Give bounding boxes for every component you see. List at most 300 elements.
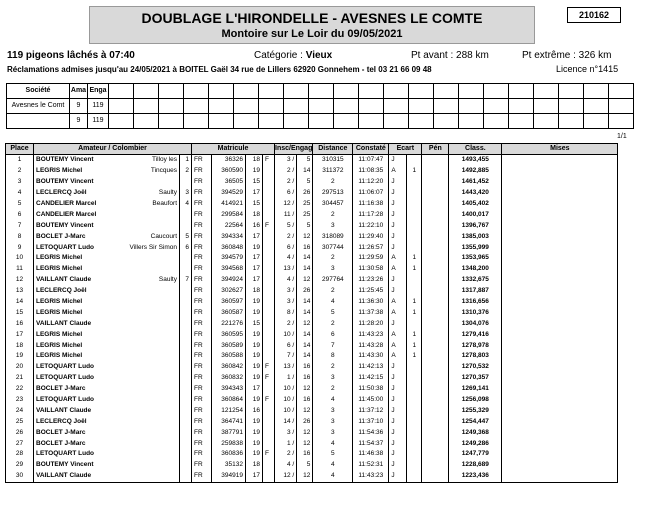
ecart-cell: J (389, 177, 407, 188)
class-cell: 1278,803 (449, 351, 502, 362)
amateur-cell (34, 384, 180, 395)
matricule-cell: 360590 (212, 166, 246, 177)
year-cell: 16 (246, 220, 263, 231)
owner-number-cell: 3 (180, 188, 192, 199)
empty-cell (259, 84, 284, 99)
table-row (6, 329, 618, 340)
sex-cell (263, 427, 275, 438)
class-col-header: Class. (449, 144, 502, 155)
pen-cell (422, 188, 449, 199)
class-cell: 1249,368 (449, 427, 502, 438)
insc-cell: 6 / (275, 340, 297, 351)
class-cell: 1256,098 (449, 395, 502, 406)
empty-cell (334, 84, 359, 99)
place-cell: 6 (6, 209, 34, 220)
table-row (6, 188, 618, 199)
ecart-num-cell (407, 199, 422, 210)
distance-cell: 4 (313, 297, 353, 308)
insc-cell: 2 / (275, 449, 297, 460)
sex-cell (263, 416, 275, 427)
insc-cell: 12 / (275, 199, 297, 210)
matricule-cell: 302627 (212, 286, 246, 297)
class-cell: 1304,076 (449, 318, 502, 329)
mises-cell (502, 384, 618, 395)
ecart-num-cell (407, 416, 422, 427)
table-row (6, 471, 618, 482)
amateur-name: LETOQUART Ludo (36, 396, 95, 404)
amateur-name: LEGRIS Michel (36, 352, 83, 360)
sex-cell (263, 199, 275, 210)
amateur-cell (34, 307, 180, 318)
ecart-num-cell: 1 (407, 340, 422, 351)
mises-cell (502, 471, 618, 482)
ecart-num-cell (407, 471, 422, 482)
table-row (6, 416, 618, 427)
sex-cell (263, 384, 275, 395)
ama-col-header: Ama (70, 84, 88, 99)
owner-number-cell (180, 449, 192, 460)
country-cell: FR (192, 362, 212, 373)
amateur-cell (34, 438, 180, 449)
colombier-city: Caucourt (150, 232, 177, 240)
table-row (6, 405, 618, 416)
place-col-header: Place (6, 144, 34, 155)
sex-cell: F (263, 362, 275, 373)
matricule-cell: 360832 (212, 373, 246, 384)
owner-number-cell: 2 (180, 166, 192, 177)
place-cell: 30 (6, 471, 34, 482)
sex-cell: F (263, 155, 275, 166)
societe-ama: 9 (70, 114, 88, 129)
matricule-cell: 387791 (212, 427, 246, 438)
constate-cell: 11:16:38 (353, 199, 389, 210)
distance-cell: 2 (313, 362, 353, 373)
constate-cell: 11:45:00 (353, 395, 389, 406)
pen-cell (422, 286, 449, 297)
matricule-cell: 36505 (212, 177, 246, 188)
colombier-city: Saulty (158, 189, 177, 197)
constate-cell: 11:36:30 (353, 297, 389, 308)
amateur-cell (34, 264, 180, 275)
country-cell: FR (192, 220, 212, 231)
country-cell: FR (192, 297, 212, 308)
country-cell: FR (192, 416, 212, 427)
empty-cell (209, 84, 234, 99)
engag-cell: 14 (297, 253, 313, 264)
amateur-cell (34, 318, 180, 329)
colombier-city: Beaufort (152, 200, 177, 207)
empty-cell (209, 99, 234, 114)
amateur-cell (34, 275, 180, 286)
year-cell: 17 (246, 384, 263, 395)
constate-cell: 11:52:31 (353, 460, 389, 471)
amateur-cell (34, 242, 180, 253)
place-cell: 27 (6, 438, 34, 449)
country-cell: FR (192, 384, 212, 395)
owner-number-cell (180, 438, 192, 449)
distance-cell: 7 (313, 340, 353, 351)
country-cell: FR (192, 209, 212, 220)
distance-cell: 310315 (313, 155, 353, 166)
empty-cell (284, 99, 309, 114)
table-row (6, 242, 618, 253)
insc-col-header: Insc/Engag (275, 144, 313, 155)
empty-cell (609, 99, 634, 114)
engag-cell: 12 (297, 471, 313, 482)
empty-cell (384, 84, 409, 99)
race-number: 210162 (567, 7, 621, 23)
ecart-num-cell (407, 155, 422, 166)
ecart-cell: J (389, 395, 407, 406)
mises-cell (502, 209, 618, 220)
constate-cell: 11:07:47 (353, 155, 389, 166)
distance-cell: 2 (313, 209, 353, 220)
pen-cell (422, 373, 449, 384)
ecart-num-cell: 1 (407, 264, 422, 275)
ecart-num-cell: 1 (407, 166, 422, 177)
owner-number-cell (180, 471, 192, 482)
pen-cell (422, 318, 449, 329)
class-cell: 1278,978 (449, 340, 502, 351)
amateur-name: LEGRIS Michel (36, 167, 83, 175)
distance-cell: 8 (313, 351, 353, 362)
ecart-num-cell (407, 231, 422, 242)
released-count: 119 pigeons lâchés à 07:40 (7, 50, 135, 61)
year-cell: 15 (246, 177, 263, 188)
class-cell: 1443,420 (449, 188, 502, 199)
place-cell: 7 (6, 220, 34, 231)
sex-cell (263, 275, 275, 286)
sex-cell (263, 405, 275, 416)
amateur-name: BOUTEMY Vincent (36, 221, 94, 229)
amateur-cell (34, 395, 180, 406)
insc-cell: 10 / (275, 405, 297, 416)
sex-cell (263, 297, 275, 308)
pen-cell (422, 275, 449, 286)
year-cell: 19 (246, 416, 263, 427)
constate-cell: 11:42:15 (353, 373, 389, 384)
engag-cell: 12 (297, 275, 313, 286)
matricule-cell: 360836 (212, 449, 246, 460)
constate-cell: 11:37:12 (353, 405, 389, 416)
table-row (6, 297, 618, 308)
engag-cell: 14 (297, 329, 313, 340)
pen-cell (422, 471, 449, 482)
country-cell: FR (192, 188, 212, 199)
country-cell: FR (192, 166, 212, 177)
empty-cell (434, 99, 459, 114)
empty-cell (234, 99, 259, 114)
class-cell: 1269,141 (449, 384, 502, 395)
insc-cell: 10 / (275, 395, 297, 406)
amateur-cell (34, 373, 180, 384)
class-cell: 1279,416 (449, 329, 502, 340)
owner-number-cell (180, 373, 192, 384)
empty-cell (134, 99, 159, 114)
table-row (6, 275, 618, 286)
insc-cell: 7 / (275, 351, 297, 362)
amateur-cell (34, 188, 180, 199)
insc-cell: 2 / (275, 166, 297, 177)
pen-cell (422, 253, 449, 264)
matricule-cell: 259838 (212, 438, 246, 449)
empty-cell (534, 84, 559, 99)
engag-cell: 16 (297, 449, 313, 460)
place-cell: 26 (6, 427, 34, 438)
ecart-num-cell (407, 384, 422, 395)
table-row (6, 438, 618, 449)
mises-cell (502, 449, 618, 460)
amateur-name: BOCLET J-Marc (36, 428, 86, 436)
sex-cell (263, 329, 275, 340)
pen-cell (422, 427, 449, 438)
place-cell: 4 (6, 188, 34, 199)
owner-number-cell (180, 395, 192, 406)
pen-cell (422, 155, 449, 166)
insc-cell: 11 / (275, 209, 297, 220)
mises-cell (502, 460, 618, 471)
distance-cell: 2 (313, 318, 353, 329)
empty-cell (609, 84, 634, 99)
pen-cell (422, 166, 449, 177)
year-cell: 17 (246, 253, 263, 264)
ecart-col-header: Ecart (389, 144, 422, 155)
results-body (6, 155, 618, 483)
matricule-cell: 394568 (212, 264, 246, 275)
ecart-num-cell (407, 318, 422, 329)
constate-cell: 11:12:20 (353, 177, 389, 188)
amateur-cell (34, 329, 180, 340)
table-row (6, 395, 618, 406)
distance-cell: 4 (313, 460, 353, 471)
distance-cell: 4 (313, 438, 353, 449)
amateur-cell (34, 231, 180, 242)
ecart-num-cell (407, 362, 422, 373)
matricule-cell: 414921 (212, 199, 246, 210)
mises-cell (502, 286, 618, 297)
sex-cell (263, 340, 275, 351)
matricule-cell: 394579 (212, 253, 246, 264)
empty-cell (609, 114, 634, 129)
distance-cell: 5 (313, 307, 353, 318)
pen-cell (422, 395, 449, 406)
category (254, 50, 332, 61)
mises-cell (502, 242, 618, 253)
mises-cell (502, 395, 618, 406)
distance-cell: 311372 (313, 166, 353, 177)
empty-cell (334, 114, 359, 129)
distance-cell: 2 (313, 177, 353, 188)
matricule-cell: 35132 (212, 460, 246, 471)
ecart-cell: J (389, 318, 407, 329)
ecart-num-cell (407, 373, 422, 384)
sex-cell (263, 264, 275, 275)
title-box (89, 6, 535, 44)
amateur-name: CANDELIER Marcel (36, 210, 97, 218)
empty-cell (459, 99, 484, 114)
class-cell: 1353,965 (449, 253, 502, 264)
societe-name (7, 114, 70, 129)
amateur-name: CANDELIER Marcel (36, 200, 97, 207)
owner-number-cell: 6 (180, 242, 192, 253)
mises-col-header: Mises (502, 144, 618, 155)
empty-cell (184, 99, 209, 114)
ecart-cell: J (389, 427, 407, 438)
place-cell: 11 (6, 264, 34, 275)
sex-cell (263, 286, 275, 297)
distance-cell: 2 (313, 384, 353, 395)
amateur-cell (34, 362, 180, 373)
empty-cell (484, 114, 509, 129)
distance-cell: 304457 (313, 199, 353, 210)
constate-cell: 11:29:40 (353, 231, 389, 242)
ecart-cell: A (389, 307, 407, 318)
class-cell: 1228,689 (449, 460, 502, 471)
pt-extreme: Pt extrême : 326 km (522, 50, 612, 61)
mises-cell (502, 264, 618, 275)
distance-col-header: Distance (313, 144, 353, 155)
empty-cell (184, 84, 209, 99)
engag-cell: 5 (297, 155, 313, 166)
engag-cell: 16 (297, 373, 313, 384)
country-cell: FR (192, 471, 212, 482)
ecart-cell: J (389, 231, 407, 242)
engag-cell: 25 (297, 199, 313, 210)
insc-cell: 13 / (275, 264, 297, 275)
engag-cell: 26 (297, 416, 313, 427)
results-header-row (6, 144, 618, 155)
owner-number-cell: 1 (180, 155, 192, 166)
year-cell: 15 (246, 318, 263, 329)
table-row (6, 231, 618, 242)
enga-col-header: Enga (88, 84, 109, 99)
class-cell: 1310,376 (449, 307, 502, 318)
empty-cell (309, 99, 334, 114)
place-cell: 14 (6, 297, 34, 308)
place-cell: 25 (6, 416, 34, 427)
pt-avant: Pt avant : 288 km (411, 50, 489, 61)
pen-cell (422, 405, 449, 416)
country-cell: FR (192, 286, 212, 297)
place-cell: 15 (6, 307, 34, 318)
empty-cell (559, 84, 584, 99)
table-row (6, 199, 618, 210)
race-subtitle: Montoire sur Le Loir du 09/05/2021 (221, 28, 403, 40)
constate-cell: 11:29:59 (353, 253, 389, 264)
pen-cell (422, 264, 449, 275)
societe-header-row (7, 84, 634, 99)
mises-cell (502, 438, 618, 449)
sex-cell (263, 177, 275, 188)
ecart-cell: J (389, 405, 407, 416)
place-cell: 19 (6, 351, 34, 362)
mises-cell (502, 340, 618, 351)
empty-cell (559, 99, 584, 114)
matricule-cell: 121254 (212, 405, 246, 416)
category-label: Catégorie : (254, 50, 303, 61)
empty-cell (159, 99, 184, 114)
owner-number-cell (180, 286, 192, 297)
engag-cell: 12 (297, 318, 313, 329)
year-cell: 17 (246, 231, 263, 242)
insc-cell: 3 / (275, 297, 297, 308)
empty-cell (234, 114, 259, 129)
insc-cell: 4 / (275, 460, 297, 471)
distance-cell: 3 (313, 264, 353, 275)
year-cell: 19 (246, 340, 263, 351)
amateur-cell (34, 427, 180, 438)
engag-cell: 14 (297, 297, 313, 308)
pen-cell (422, 307, 449, 318)
engag-cell: 5 (297, 220, 313, 231)
empty-cell (584, 114, 609, 129)
engag-cell: 5 (297, 177, 313, 188)
amateur-cell (34, 199, 180, 210)
place-cell: 22 (6, 384, 34, 395)
licence-number: Licence n°1415 (556, 64, 619, 74)
matricule-cell: 360848 (212, 242, 246, 253)
amateur-col-header: Amateur / Colombier (34, 144, 192, 155)
matricule-cell: 360595 (212, 329, 246, 340)
insc-cell: 10 / (275, 329, 297, 340)
ecart-cell: J (389, 373, 407, 384)
empty-cell (184, 114, 209, 129)
class-cell: 1405,402 (449, 199, 502, 210)
ecart-num-cell: 1 (407, 329, 422, 340)
sex-cell (263, 318, 275, 329)
insc-cell: 12 / (275, 471, 297, 482)
amateur-name: LEGRIS Michel (36, 265, 83, 273)
mises-cell (502, 373, 618, 384)
societe-enga: 119 (88, 114, 109, 129)
empty-cell (259, 114, 284, 129)
owner-number-cell (180, 209, 192, 220)
sex-cell (263, 166, 275, 177)
societe-ama: 9 (70, 99, 88, 114)
empty-cell (559, 114, 584, 129)
empty-cell (109, 84, 134, 99)
constate-cell: 11:28:20 (353, 318, 389, 329)
ecart-cell: J (389, 155, 407, 166)
insc-cell: 8 / (275, 307, 297, 318)
place-cell: 2 (6, 166, 34, 177)
sex-cell (263, 231, 275, 242)
engag-cell: 16 (297, 242, 313, 253)
matricule-cell: 360597 (212, 297, 246, 308)
ecart-num-cell (407, 188, 422, 199)
ecart-num-cell (407, 220, 422, 231)
engag-cell: 12 (297, 405, 313, 416)
table-row (6, 373, 618, 384)
engag-cell: 5 (297, 460, 313, 471)
country-cell: FR (192, 177, 212, 188)
ecart-num-cell (407, 460, 422, 471)
place-cell: 20 (6, 362, 34, 373)
ecart-num-cell: 1 (407, 297, 422, 308)
ecart-cell: A (389, 253, 407, 264)
mises-cell (502, 329, 618, 340)
place-cell: 3 (6, 177, 34, 188)
constate-cell: 11:43:28 (353, 340, 389, 351)
year-cell: 18 (246, 209, 263, 220)
ecart-cell: J (389, 242, 407, 253)
sex-cell (263, 307, 275, 318)
year-cell: 19 (246, 438, 263, 449)
empty-cell (284, 114, 309, 129)
owner-number-cell (180, 405, 192, 416)
sex-cell (263, 460, 275, 471)
ecart-num-cell (407, 427, 422, 438)
